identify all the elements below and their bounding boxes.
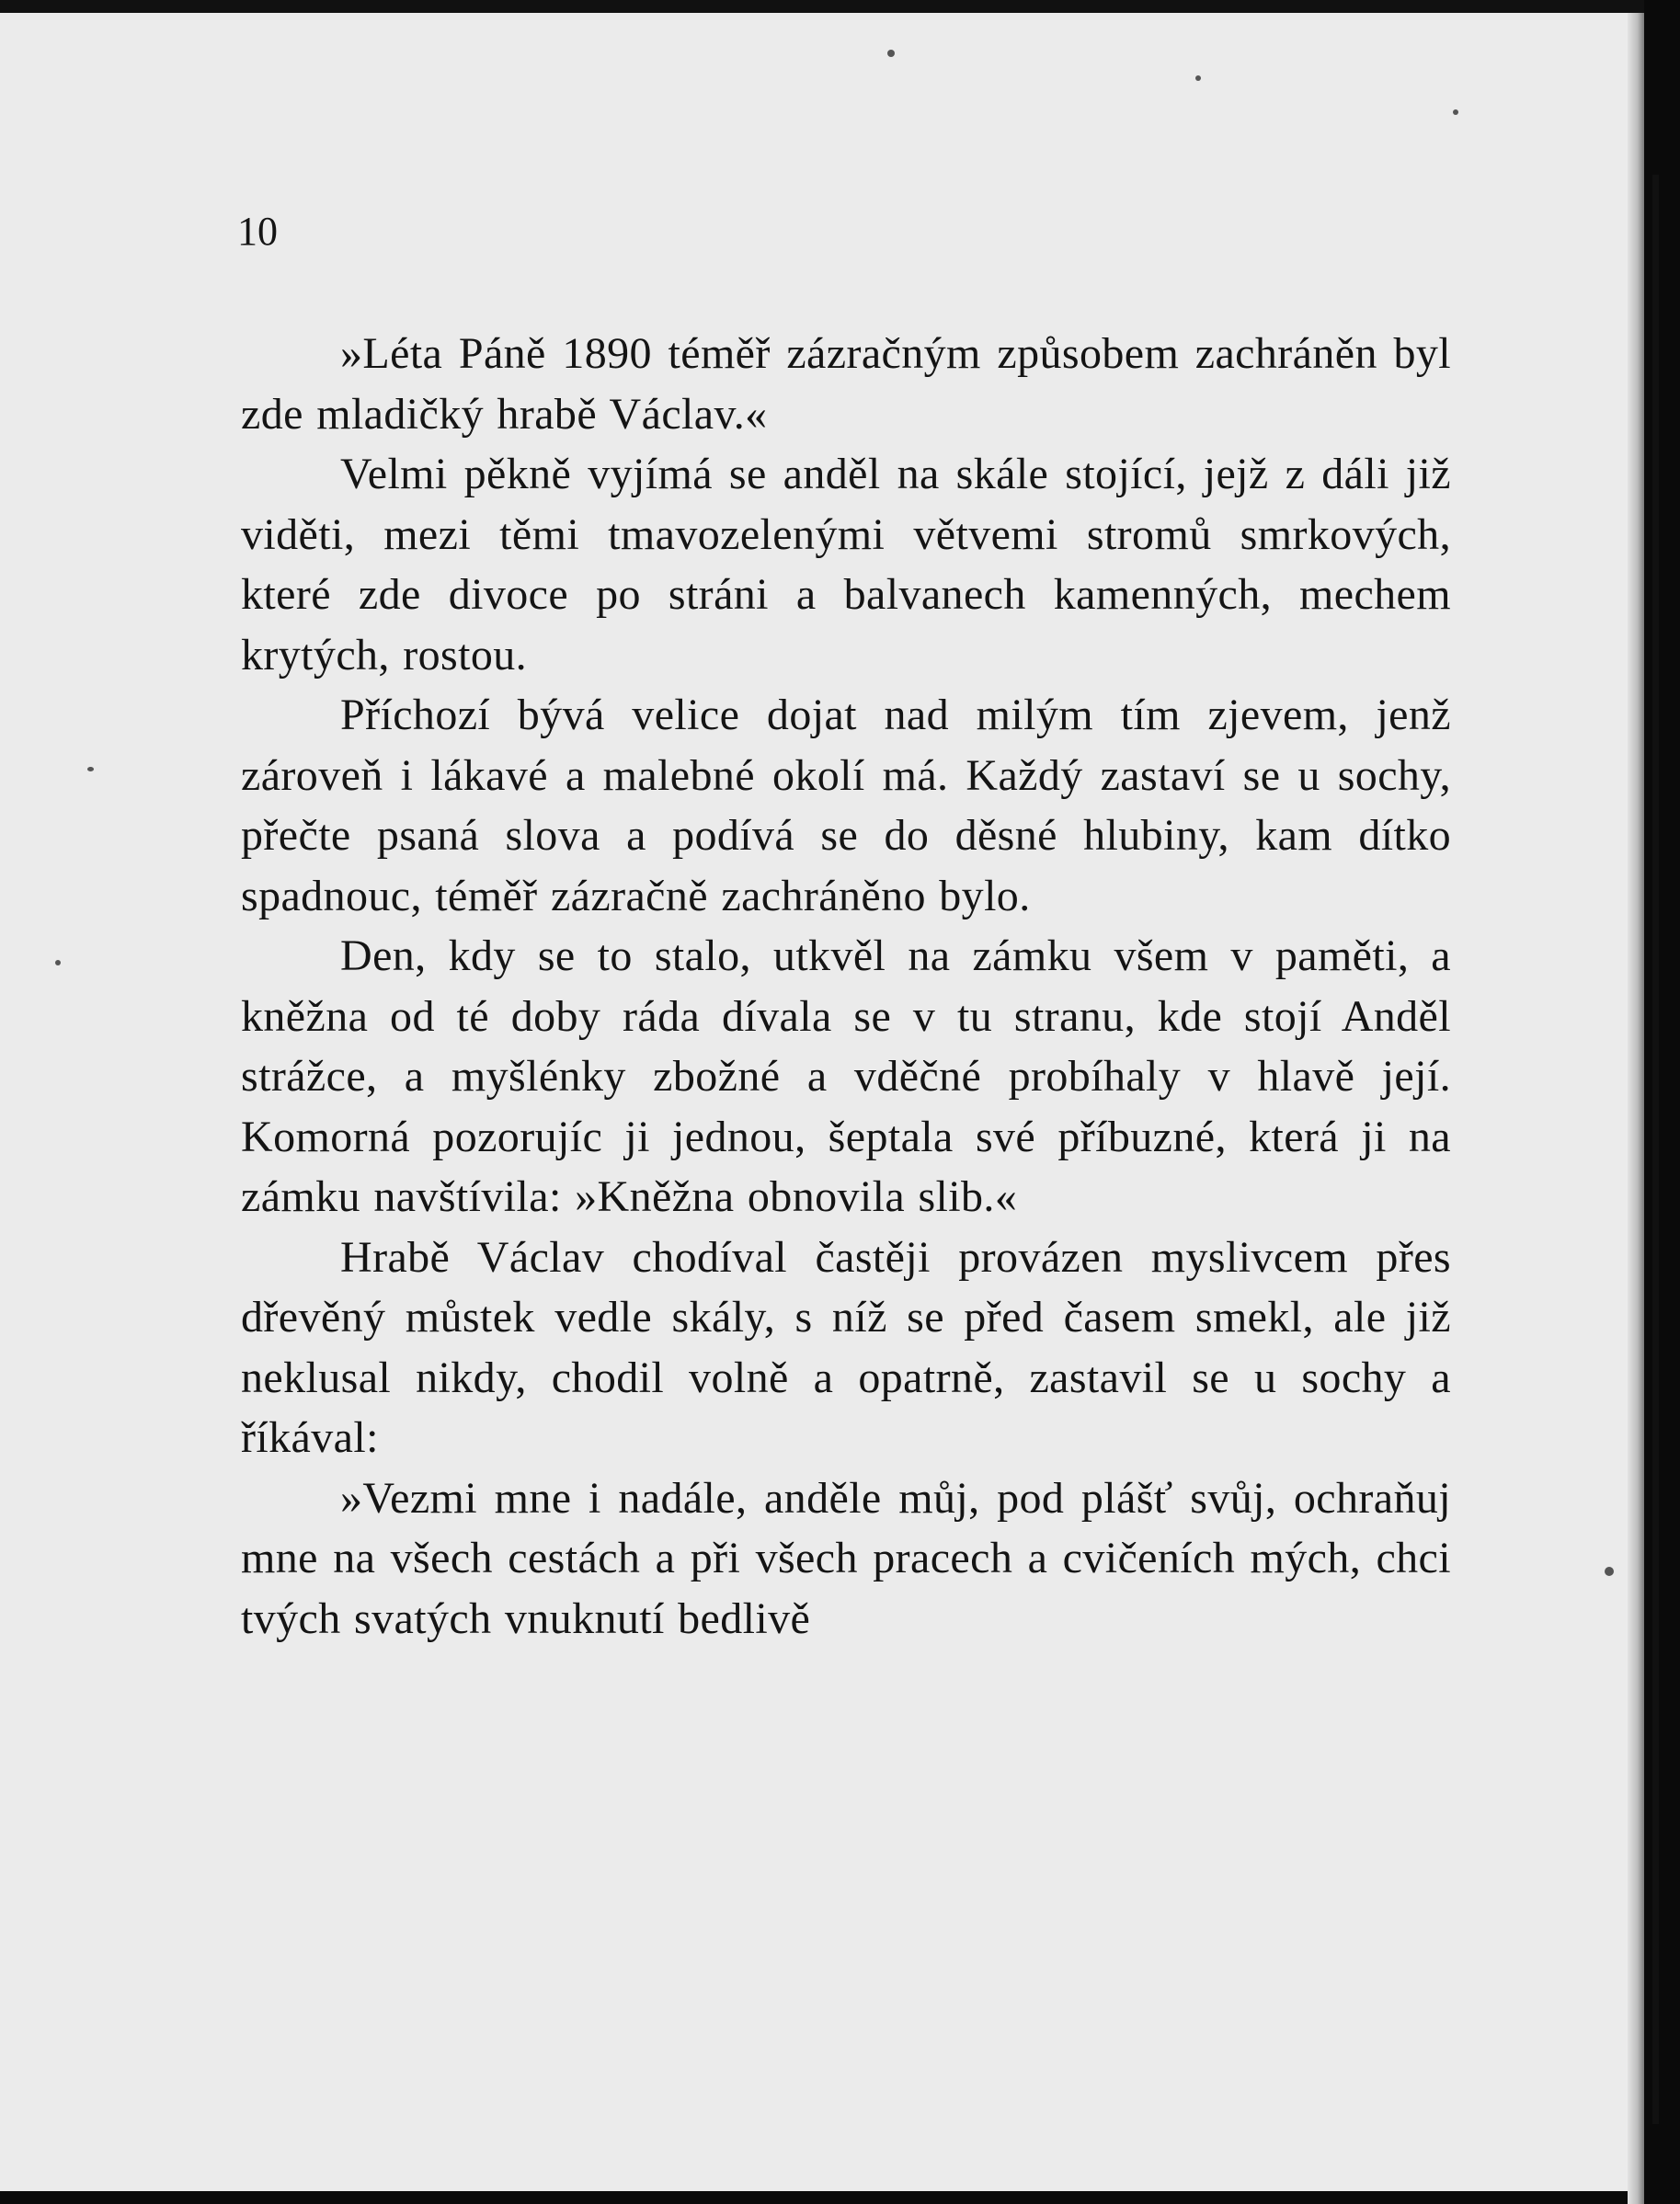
body-text	[241, 324, 1451, 1649]
paper-speck	[887, 50, 895, 57]
paragraph-6: »Vezmi mne i nadále, anděle můj, pod plášť svůj, ochraňuj mne na všech cestách a při všech pracech a cvičeních mých, chci tvých svatých vnuknutí bedlivě	[241, 1473, 1451, 1643]
paper-speck	[1605, 1567, 1614, 1576]
paragraph-5: Hrabě Václav chodíval častěji provázen myslivcem přes dřevěný můstek vedle skály, s níž se před časem smekl, ale již neklusal nikdy, chodil volně a opatrně, zastavil se u sochy a říkával:	[241, 1232, 1451, 1462]
paper-speck	[1195, 75, 1201, 81]
paper-speck	[87, 767, 94, 771]
paragraph-3: Příchozí bývá velice dojat nad milým tím zjevem, jenž zároveň i lákavé a malebné okolí má. Každý zastaví se u sochy, přečte psaná slova a podívá se do děsné hlubiny, kam dítko spadnouc, téměř zázračně zachráněno bylo.	[241, 691, 1451, 920]
page-number: 10	[237, 209, 278, 254]
margin-rule	[1652, 175, 1659, 2124]
page-edge-shadow	[1628, 13, 1644, 2204]
paragraph-1: »Léta Páně 1890 téměř zázračným způsobem zachráněn byl zde mladičký hrabě Václav.«	[241, 329, 1451, 439]
paragraph-2: Velmi pěkně vyjímá se anděl na skále stojící, jejž z dáli již viděti, mezi těmi tmavozelenými větvemi stromů smrkových, které zde divoce po stráni a balvanech kamenných, mechem krytých, rostou.	[241, 450, 1451, 679]
paper-speck	[55, 960, 61, 965]
paragraph-4: Den, kdy se to stalo, utkvěl na zámku všem v paměti, a kněžna od té doby ráda dívala se v tu stranu, kde stojí Anděl strážce, a myšlénky zbožné a vděčné probíhaly v hlavě její. Komorná pozorujíc ji jednou, šeptala své příbuzné, která ji na zámku navštívila: »Kněžna obnovila slib.«	[241, 931, 1451, 1221]
paper-speck	[1453, 109, 1458, 115]
